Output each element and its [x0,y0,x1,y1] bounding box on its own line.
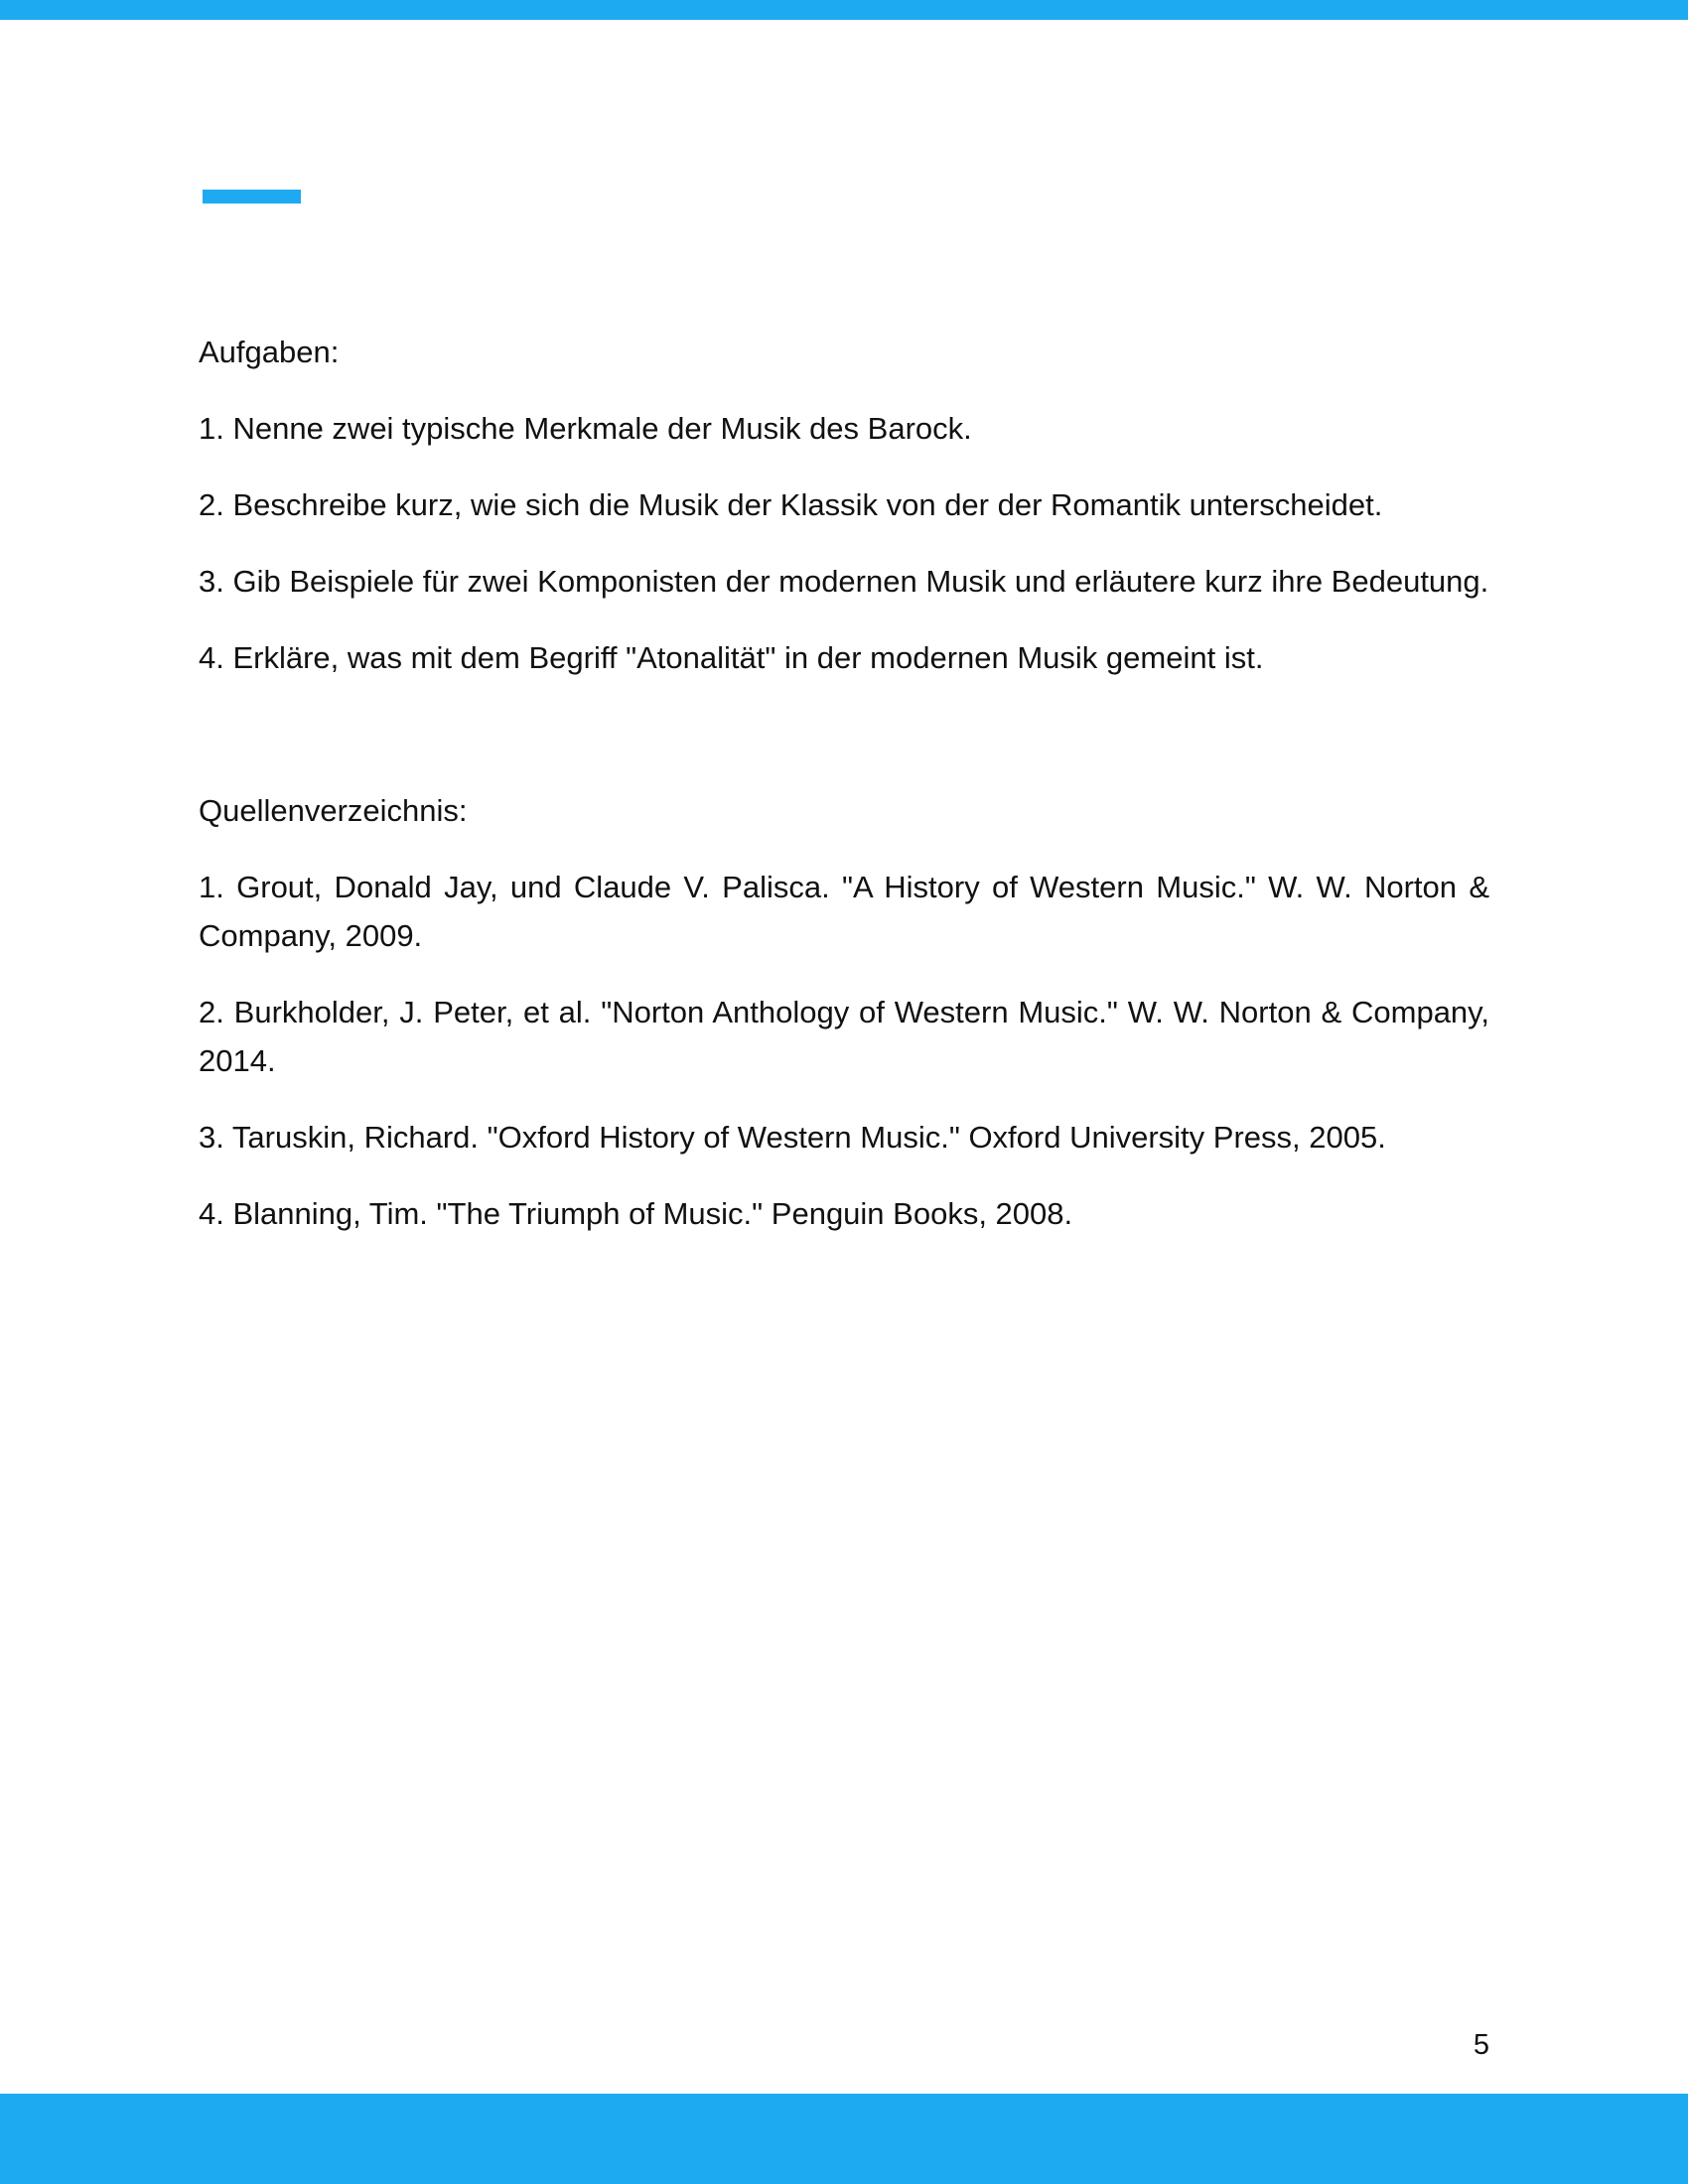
source-item-3: 3. Taruskin, Richard. "Oxford History of Western Music." Oxford University Press, 2005. [199,1120,1386,1155]
sources-heading: Quellenverzeichnis: [199,793,468,828]
source-item-4: 4. Blanning, Tim. "The Triumph of Music." Penguin Books, 2008. [199,1196,1073,1231]
page-number: 5 [1473,2029,1489,2061]
source-item-1: 1. Grout, Donald Jay, und Claude V. Palisca. "A History of Western Music." W. W. Norton & Company, 2009. [199,870,1489,953]
accent-dash [203,190,301,204]
task-item-4: 4. Erkläre, was mit dem Begriff "Atonalität" in der modernen Musik gemeint ist. [199,640,1264,675]
page-content [199,328,1489,1266]
task-item-2: 2. Beschreibe kurz, wie sich die Musik der Klassik von der der Romantik unterscheidet. [199,487,1383,522]
tasks-heading: Aufgaben: [199,335,340,369]
task-item-1: 1. Nenne zwei typische Merkmale der Musik des Barock. [199,411,972,446]
source-item-2: 2. Burkholder, J. Peter, et al. "Norton Anthology of Western Music." W. W. Norton & Company, 2014. [199,995,1489,1078]
bottom-accent-bar [0,2094,1688,2184]
top-accent-bar [0,0,1688,20]
task-item-3: 3. Gib Beispiele für zwei Komponisten der modernen Musik und erläutere kurz ihre Bedeutung. [199,564,1489,599]
section-spacer [199,710,1489,786]
